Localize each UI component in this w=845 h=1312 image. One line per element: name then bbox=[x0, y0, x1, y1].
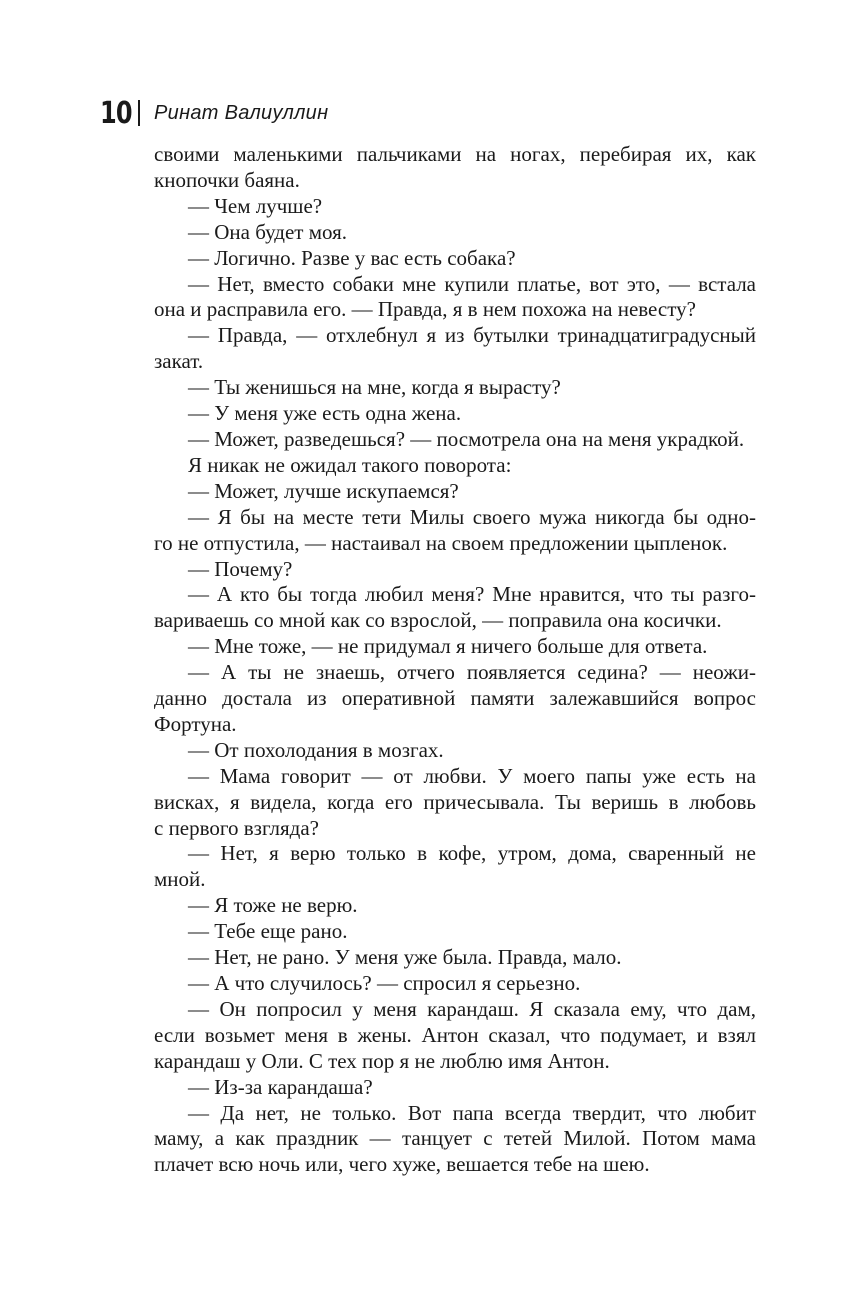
text-line: своими маленькими пальчиками на ногах, перебирая их, как bbox=[154, 142, 756, 166]
text-line: — Я бы на месте тети Милы своего мужа никогда бы одно- bbox=[188, 504, 756, 529]
text-line: — Я тоже не верю. bbox=[188, 893, 358, 918]
text-line: маму, а как праздник — танцует с тетей Милой. Потом мама bbox=[154, 1126, 756, 1151]
header-separator bbox=[138, 100, 140, 126]
text-line: — Нет, вместо собаки мне купили платье, вот это, — встала bbox=[188, 271, 756, 296]
text-line: — От похолодания в мозгах. bbox=[188, 737, 444, 762]
text-line: — Правда, — отхлебнул я из бутылки тринадцатиградусный bbox=[188, 323, 756, 348]
running-header bbox=[100, 93, 328, 133]
text-line: плачет всю ночь или, чего хуже, вешается тебе на шею. bbox=[154, 1152, 650, 1177]
text-line: — Она будет моя. bbox=[188, 219, 348, 244]
text-line: — А что случилось? — спросил я серьезно. bbox=[188, 971, 581, 995]
text-line: если возьмет меня в жены. Антон сказал, что подумает, и взял bbox=[154, 1022, 756, 1047]
text-line: — А кто бы тогда любил меня? Мне нравится, что ты разго- bbox=[188, 582, 756, 607]
text-line: с первого взгляда? bbox=[154, 815, 319, 840]
text-line: закат. bbox=[154, 349, 204, 374]
text-line: — У меня уже есть одна жена. bbox=[188, 401, 462, 426]
text-line: — Он попросил у меня карандаш. Я сказала ему, что дам, bbox=[188, 996, 756, 1021]
author-name: Ринат Валиуллин bbox=[154, 101, 329, 124]
text-line: — А ты не знаешь, отчего появляется седина? — неожи- bbox=[188, 660, 756, 685]
text-line: — Мама говорит — от любви. У моего папы уже есть на bbox=[188, 763, 756, 788]
text-line: — Нет, я верю только в кофе, утром, дома, сваренный не bbox=[188, 841, 756, 866]
text-line: висках, я видела, когда его причесывала. Ты веришь в любовь bbox=[154, 789, 756, 814]
text-line: кнопочки баяна. bbox=[154, 167, 300, 192]
text-line: — Почему? bbox=[188, 556, 293, 581]
text-line: — Чем лучше? bbox=[188, 193, 323, 218]
text-line: — Может, разведешься? — посмотрела она на меня украдкой. bbox=[188, 426, 745, 451]
text-line: Я никак не ожидал такого поворота: bbox=[188, 452, 512, 477]
text-line: — Тебе еще рано. bbox=[188, 919, 348, 944]
text-line: — Может, лучше искупаемся? bbox=[188, 478, 459, 503]
text-line: Фортуна. bbox=[154, 711, 237, 736]
text-line: — Из-за карандаша? bbox=[188, 1074, 373, 1099]
body-text bbox=[154, 142, 756, 1178]
page-number: 10 bbox=[100, 95, 132, 131]
text-line: го не отпустила, — настаивал на своем предложении цыпленок. bbox=[154, 530, 728, 555]
text-line: вариваешь со мной как со взрослой, — поправила она косички. bbox=[154, 608, 722, 633]
text-line: — Нет, не рано. У меня уже была. Правда, мало. bbox=[188, 945, 622, 970]
text-line: она и расправила его. — Правда, я в нем похожа на невесту? bbox=[154, 297, 696, 322]
text-line: — Да нет, не только. Вот папа всегда твердит, что любит bbox=[188, 1100, 756, 1125]
text-line: — Логично. Разве у вас есть собака? bbox=[188, 245, 516, 270]
text-line: мной. bbox=[154, 867, 206, 892]
text-line: данно достала из оперативной памяти залежавшийся вопрос bbox=[154, 686, 756, 711]
text-line: — Мне тоже, — не придумал я ничего больше для ответа. bbox=[188, 634, 708, 659]
text-line: карандаш у Оли. С тех пор я не люблю имя Антон. bbox=[154, 1048, 610, 1073]
text-line: — Ты женишься на мне, когда я вырасту? bbox=[188, 375, 561, 400]
